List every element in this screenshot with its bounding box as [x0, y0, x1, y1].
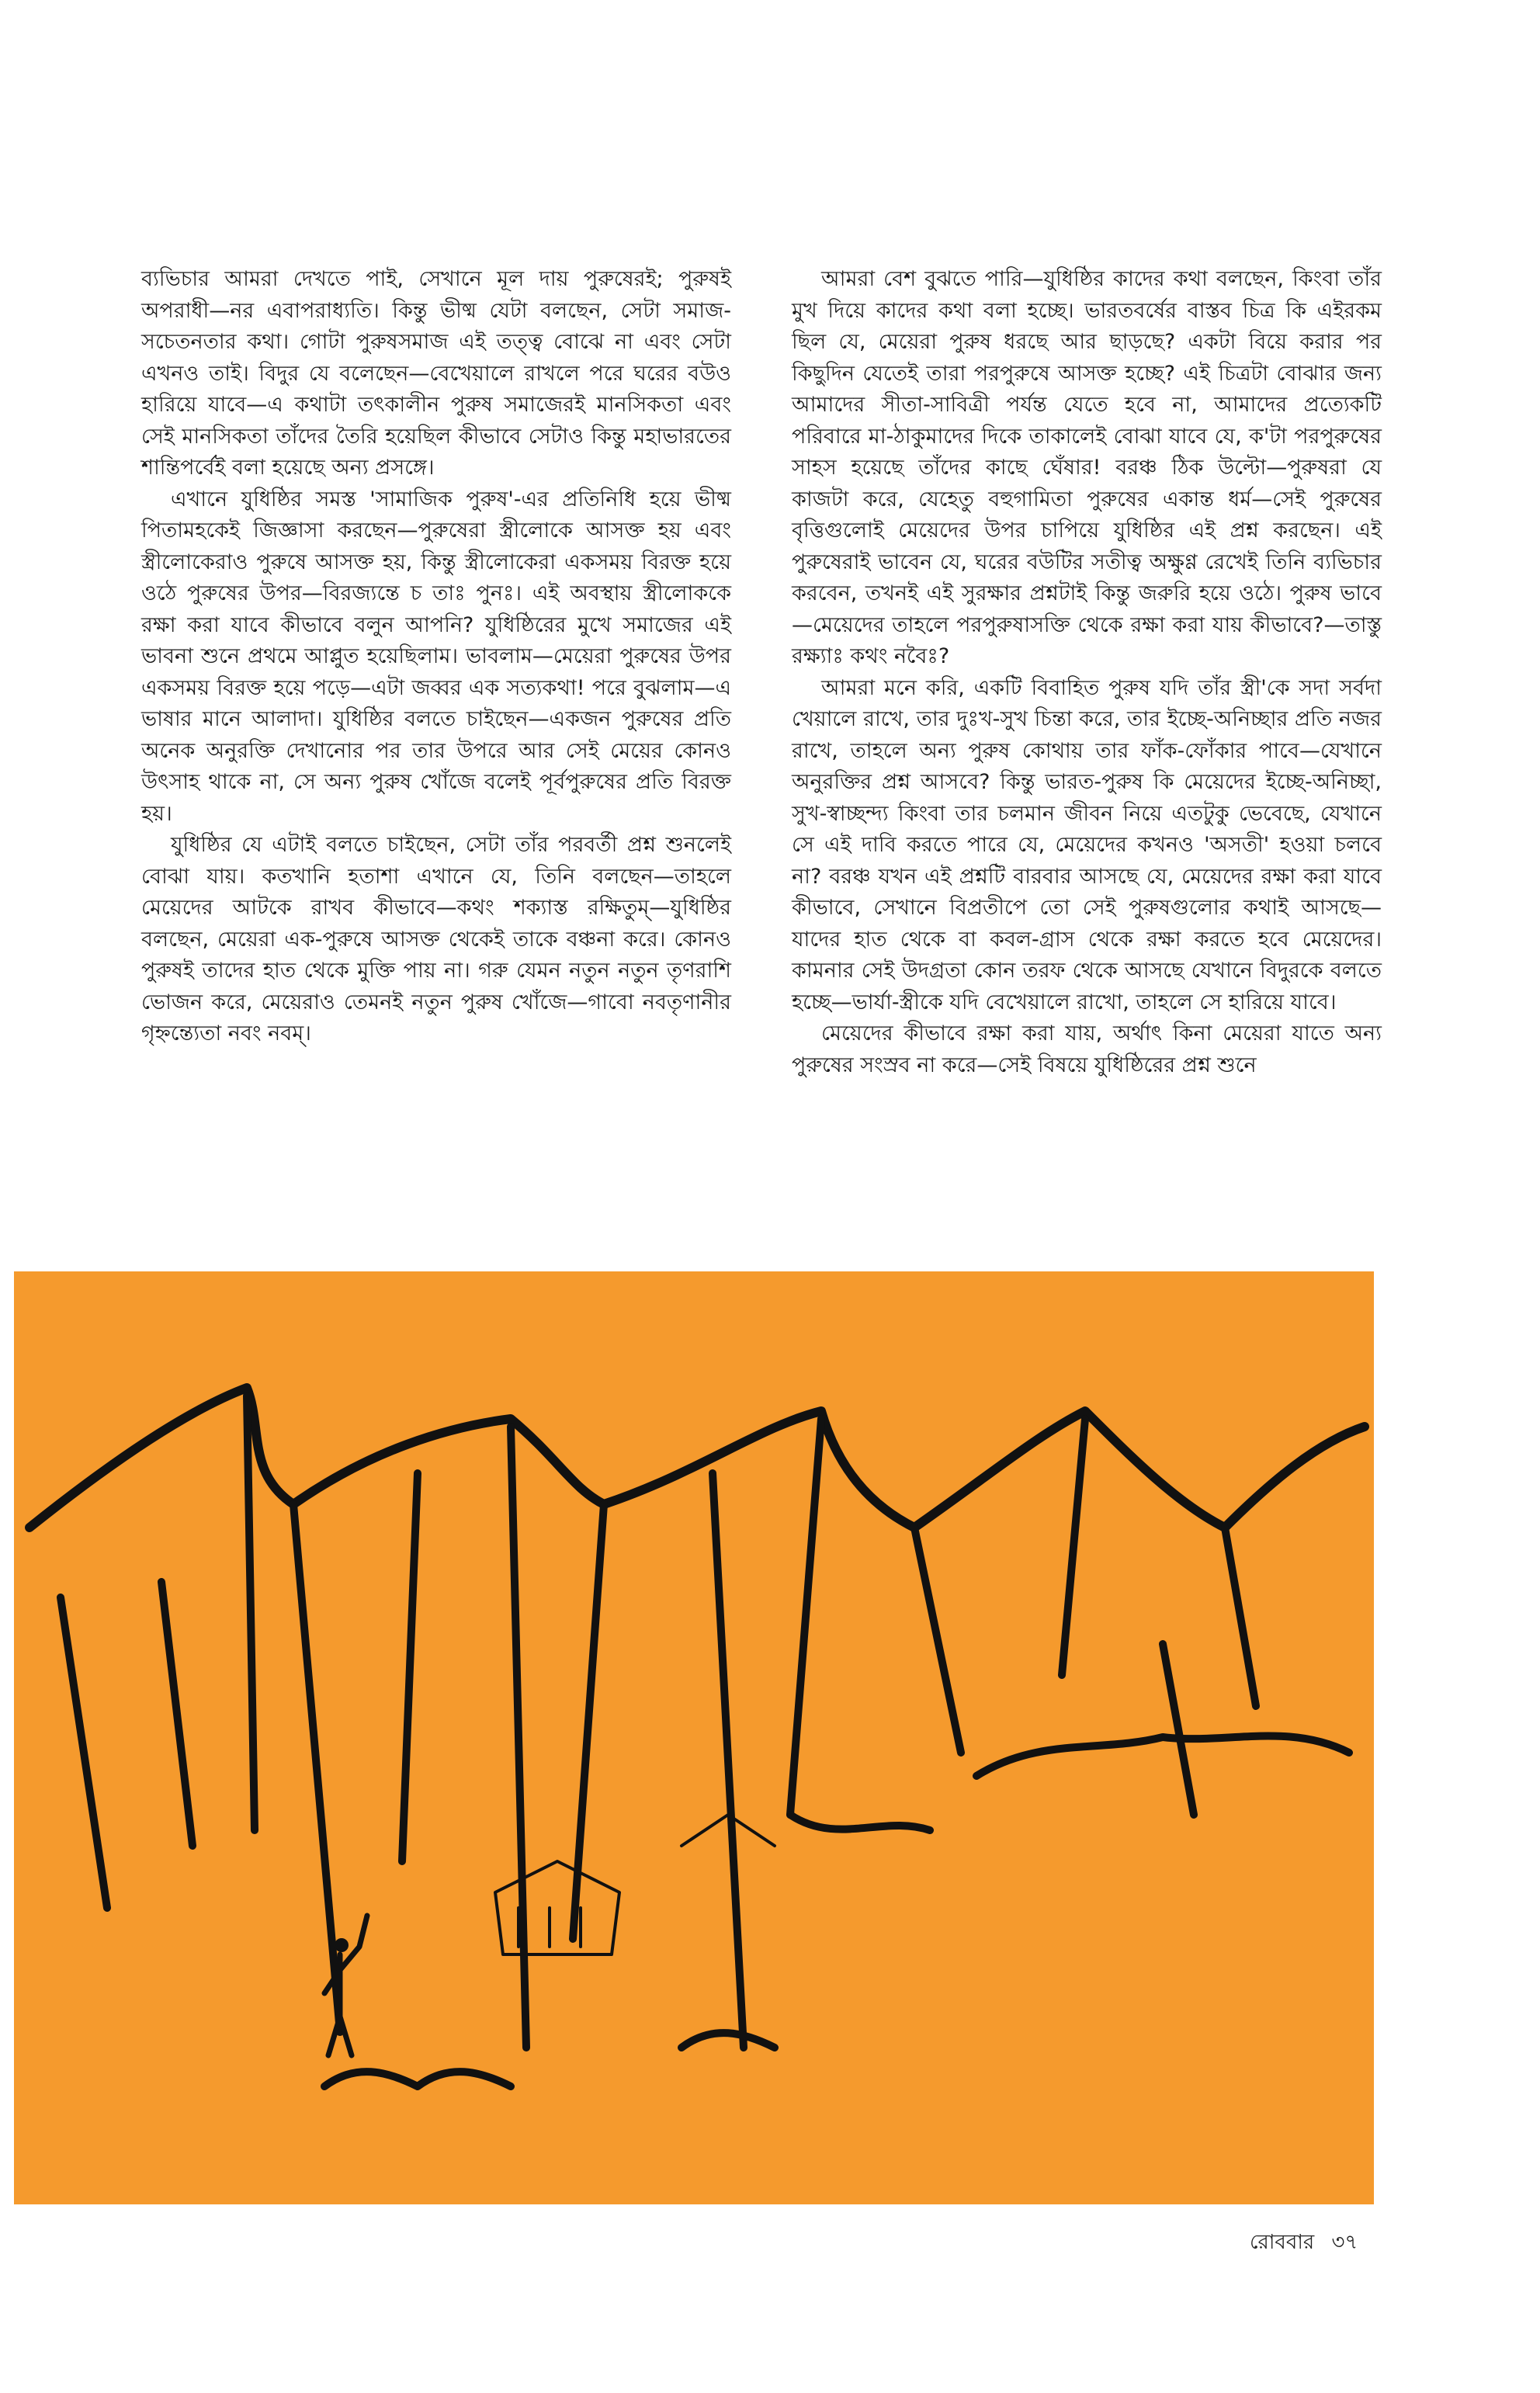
paragraph: এখানে যুধিষ্ঠির সমস্ত 'সামাজিক পুরুষ'-এর প্রতিনিধি হয়ে ভীষ্ম পিতামহকেই জিজ্ঞাসা করছেন—পুরুষেরা স্ত্রীলোকে আসক্ত হয় এবং স্ত্রীলোকেরাও পুরুষে আসক্ত হয়, কিন্তু স্ত্রীলোকেরা একসময় বিরক্ত হয়ে ওঠে পুরুষের উপর—বিরজ্যন্তে চ তাঃ পুনঃ। এই অবস্থায় স্ত্রীলোককে রক্ষা করা যাবে কীভাবে বলুন আপনি? যুধিষ্ঠিরের মুখে সমাজের এই ভাবনা শুনে প্রথমে আপ্লুত হয়েছিলাম। ভাবলাম—মেয়েরা পুরুষের উপর একসময় বিরক্ত হয়ে পড়ে—এটা জব্বর এক সত্যকথা! পরে বুঝলাম—এ ভাষার মানে আলাদা। যুধিষ্ঠির বলতে চাইছেন—একজন পুরুষের প্রতি অনেক অনুরক্তি দেখানোর পর তার উপরে আর সেই মেয়ের কোনও উৎসাহ থাকে না, সে অন্য পুরুষ খোঁজে বলেই পূর্বপুরুষের প্রতি বিরক্ত হয়।: [141, 487, 731, 826]
tent-illustration: [14, 1271, 1374, 2204]
tent-roof-line: [29, 1388, 1365, 1528]
page-number: ৩৭: [1331, 2231, 1358, 2254]
magazine-name: রোববার: [1250, 2231, 1315, 2254]
paragraph: আমরা মনে করি, একটি বিবাহিত পুরুষ যদি তাঁর স্ত্রী'কে সদা সর্বদা খেয়ালে রাখে, তার দুঃখ-সুখ চিন্তা করে, তার ইচ্ছে-অনিচ্ছার প্রতি নজর রাখে, তাহলে অন্য পুরুষ কোথায় তার ফাঁক-ফোঁকার পাবে—যেখানে অনুরক্তির প্রশ্ন আসবে? কিন্তু ভারত-পুরুষ কি মেয়েদের ইচ্ছে-অনিচ্ছা, সুখ-স্বাচ্ছন্দ্য কিংবা তার চলমান জীবন নিয়ে এতটুকু ভেবেছে, যেখানে সে এই দাবি করতে পারে যে, মেয়েদের কখনও 'অসতী' হওয়া চলবে না? বরঞ্চ যখন এই প্রশ্নটি বারবার আসছে যে, মেয়েদের রক্ষা করা যাবে কীভাবে, সেখানে বিপ্রতীপে তো সেই পুরুষগুলোর কথাই আসছে—যাদের হাত থেকে বা কবল-গ্রাস থেকে রক্ষা করতে হবে মেয়েদের। কামনার সেই উদগ্রতা কোন তরফ থেকে আসছে যেখানে বিদুরকে বলতে হচ্ছে—ভার্যা-স্ত্রীকে যদি বেখেয়ালে রাখো, তাহলে সে হারিয়ে যাবে।: [792, 675, 1382, 1014]
paragraph: আমরা বেশ বুঝতে পারি—যুধিষ্ঠির কাদের কথা বলছেন, কিংবা তাঁর মুখ দিয়ে কাদের কথা বলা হচ্ছে। ভারতবর্ষের বাস্তব চিত্র কি এইরকম ছিল যে, মেয়েরা পুরুষ ধরছে আর ছাড়ছে? একটা বিয়ে করার পর কিছুদিন যেতেই তারা পরপুরুষে আসক্ত হচ্ছে? এই চিত্রটা বোঝার জন্য আমাদের সীতা-সাবিত্রী পর্যন্ত যেতে হবে না, আমাদের প্রত্যেকটি পরিবারে মা-ঠাকুমাদের দিকে তাকালেই বোঝা যাবে যে, ক'টা পরপুরুষের সাহস হয়েছে তাঁদের কাছে ঘেঁষার! বরঞ্চ ঠিক উল্টো—পুরুষরা যে কাজটা করে, যেহেতু বহুগামিতা পুরুষের একান্ত ধর্ম—সেই পুরুষের বৃত্তিগুলোই মেয়েদের উপর চাপিয়ে যুধিষ্ঠির এই প্রশ্ন করছেন। এই পুরুষেরাই ভাবেন যে, ঘরের বউটির সতীত্ব অক্ষুণ্ণ রেখেই তিনি ব্যভিচার করবেন, তখনই এই সুরক্ষার প্রশ্নটাই কিন্তু জরুরি হয়ে ওঠে। পুরুষ ভাবে—মেয়েদের তাহলে পরপুরুষাসক্তি থেকে রক্ষা করা যায় কীভাবে?—তাস্তু রক্ষ্যাঃ কথং নবৈঃ?: [792, 267, 1382, 668]
article-left-column: [141, 264, 731, 1050]
tent-drawing: [14, 1271, 1374, 2204]
paragraph: মেয়েদের কীভাবে রক্ষা করা যায়, অর্থাৎ কিনা মেয়েরা যাতে অন্য পুরুষের সংস্রব না করে—সেই বিষয়ে যুধিষ্ঠিরের প্রশ্ন শুনে: [792, 1021, 1382, 1077]
figure-head: [335, 1938, 349, 1952]
tent-base-line: [324, 1736, 1349, 2086]
article-right-column: [792, 264, 1382, 1081]
page-footer: [1250, 2226, 1358, 2260]
paragraph: ব্যভিচার আমরা দেখতে পাই, সেখানে মূল দায় পুরুষেরই; পুরুষই অপরাধী—নর এবাপরাধ্যতি। কিন্তু ভীষ্ম যেটা বলছেন, সেটা সমাজ-সচেতনতার কথা। গোটা পুরুষসমাজ এই তত্ত্ব বোঝে না এবং সেটা এখনও তাই। বিদুর যে বলেছেন—বেখেয়ালে রাখলে পরে ঘরের বউও হারিয়ে যাবে—এ কথাটা তৎকালীন পুরুষ সমাজেরই মানসিকতা এবং সেই মানসিকতা তাঁদের তৈরি হয়েছিল কীভাবে সেটাও কিন্তু মহাভারতের শান্তিপর্বেই বলা হয়েছে অন্য প্রসঙ্গে।: [141, 267, 731, 480]
paragraph: যুধিষ্ঠির যে এটাই বলতে চাইছেন, সেটা তাঁর পরবর্তী প্রশ্ন শুনলেই বোঝা যায়। কতখানি হতাশা এখানে যে, তিনি বলছেন—তাহলে মেয়েদের আটকে রাখব কীভাবে—কথং শক্যাস্ত রক্ষিতুম্—যুধিষ্ঠির বলছেন, মেয়েরা এক-পুরুষে আসক্ত থেকেই তাকে বঞ্চনা করে। কোনও পুরুষই তাদের হাত থেকে মুক্তি পায় না। গরু যেমন নতুন নতুন তৃণরাশি ভোজন করে, মেয়েরাও তেমনই নতুন পুরুষ খোঁজে—গাবো নবতৃণানীর গৃহ্নন্ত্যেতা নবং নবম্।: [141, 833, 731, 1046]
tent-pole: [61, 1396, 1256, 2048]
